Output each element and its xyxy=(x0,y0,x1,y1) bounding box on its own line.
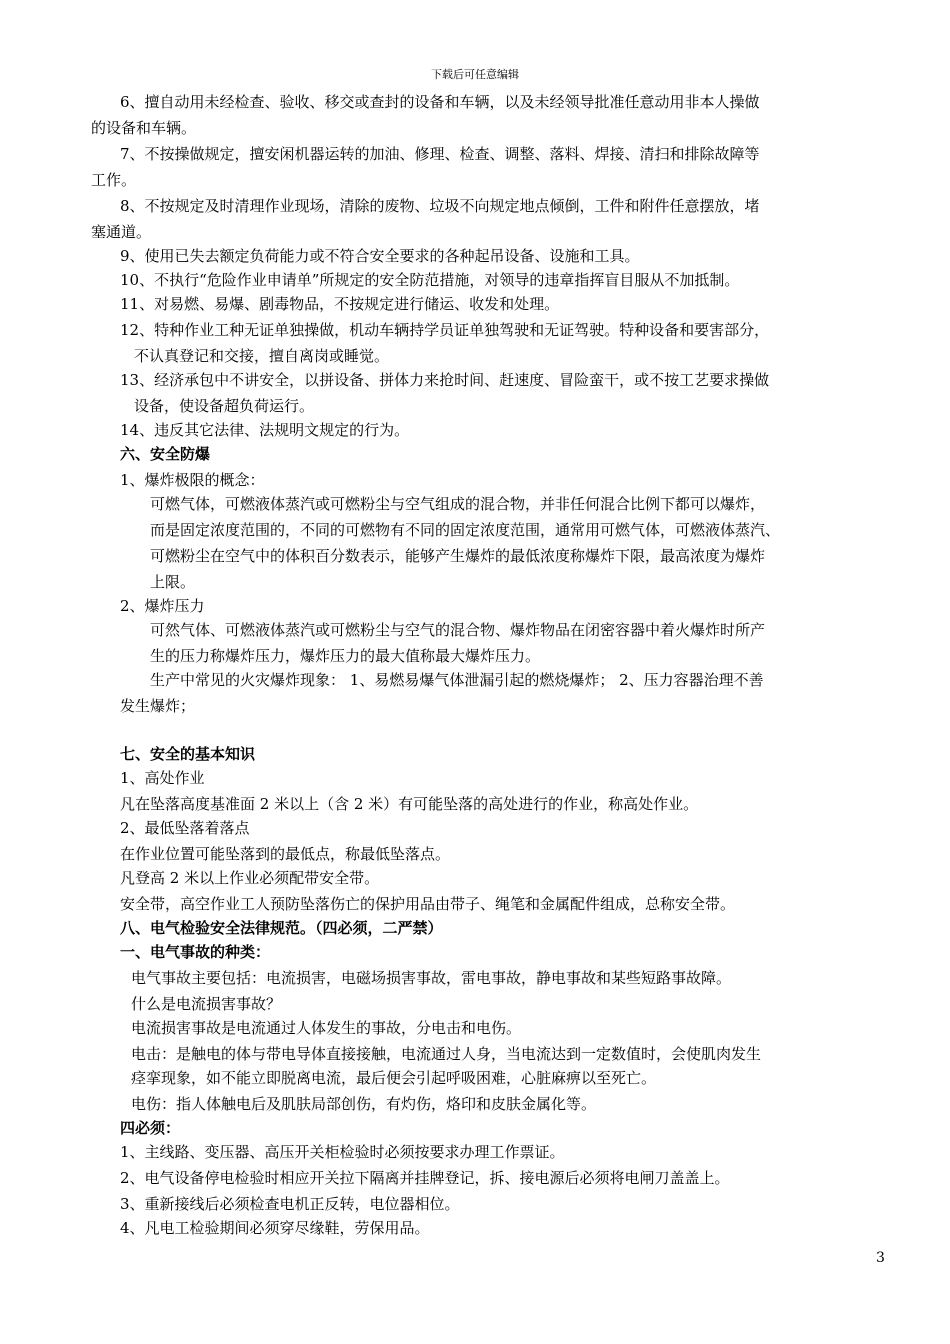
text-line: 可然气体、可燃液体蒸汽或可燃粉尘与空气的混合物、爆炸物品在闭密容器中着火爆炸时所产 xyxy=(150,621,766,639)
text-line: 1、爆炸极限的概念： xyxy=(120,471,265,489)
text-line: 6、擅自动用未经检查、验收、移交或查封的设备和车辆，以及未经领导批准任意动用非本人操做 xyxy=(120,93,760,111)
text-line: 2、最低坠落着落点 xyxy=(120,819,250,837)
page-number: 3 xyxy=(876,1250,885,1266)
text-line: 13、经济承包中不讲安全，以拼设备、拼体力来抢时间、赶速度、冒险蛮干，或不按工艺要求操做 xyxy=(120,371,770,389)
text-line: 9、使用已失去额定负荷能力或不符合安全要求的各种起吊设备、设施和工具。 xyxy=(120,247,640,265)
text-line: 12、特种作业工种无证单独操做，机动车辆持学员证单独驾驶和无证驾驶。特种设备和要害部分， xyxy=(120,321,770,339)
section-heading: 七、安全的基本知识 xyxy=(120,745,256,763)
text-line: 3、重新接线后必须检查电机正反转，电位器相位。 xyxy=(120,1195,460,1213)
text-line: 痉挛现象，如不能立即脱离电流，最后便会引起呼吸困难，心脏麻痹以至死亡。 xyxy=(131,1069,657,1087)
text-line: 发生爆炸； xyxy=(120,697,196,715)
text-line: 14、违反其它法律、法规明文规定的行为。 xyxy=(120,421,410,439)
text-line: 电伤：指人体触电后及肌肤局部创伤，有灼伤，烙印和皮肤金属化等。 xyxy=(131,1095,597,1113)
text-line: 什么是电流损害事故？ xyxy=(131,995,282,1013)
text-line: 1、主线路、变压器、高压开关柜检验时必须按要求办理工作票证。 xyxy=(120,1143,565,1161)
text-line: 1、高处作业 xyxy=(120,769,205,787)
text-line: 4、凡电工检验期间必须穿尽缘鞋，劳保用品。 xyxy=(120,1219,430,1237)
text-line: 工作。 xyxy=(91,171,137,189)
text-line: 8、不按规定及时清理作业现场，清除的废物、垃圾不向规定地点倾倒，工件和附件任意摆放，堵 xyxy=(120,197,760,215)
text-line: 凡在坠落高度基准面 2 米以上（含 2 米）有可能坠落的高处进行的作业，称高处作业。 xyxy=(120,795,699,813)
text-line: 生的压力称爆炸压力，爆炸压力的最大值称最大爆炸压力。 xyxy=(150,647,541,665)
text-line: 2、爆炸压力 xyxy=(120,597,205,615)
text-line: 可燃气体，可燃液体蒸汽或可燃粉尘与空气组成的混合物，并非任何混合比例下都可以爆炸， xyxy=(150,495,766,513)
text-line: 生产中常见的火灾爆炸现象： 1、易燃易爆气体泄漏引起的燃烧爆炸； 2、压力容器治理不善 xyxy=(150,671,764,689)
section-subheading: 四必须： xyxy=(120,1119,181,1137)
text-line: 不认真登记和交接，擅自离岗或睡觉。 xyxy=(134,347,390,365)
text-line: 2、电气设备停电检验时相应开关拉下隔离并挂牌登记，拆、接电源后必须将电闸刀盖盖上。 xyxy=(120,1169,730,1187)
text-line: 电流损害事故是电流通过人体发生的事故，分电击和电伤。 xyxy=(131,1019,522,1037)
section-heading: 六、安全防爆 xyxy=(120,445,211,463)
text-line: 塞通道。 xyxy=(91,223,152,241)
text-line: 的设备和车辆。 xyxy=(91,119,197,137)
text-line: 11、对易燃、易爆、剧毒物品，不按规定进行储运、收发和处理。 xyxy=(120,295,560,313)
text-line: 可燃粉尘在空气中的体积百分数表示，能够产生爆炸的最低浓度称爆炸下限，最高浓度为爆炸 xyxy=(150,547,766,565)
text-line: 设备，使设备超负荷运行。 xyxy=(134,397,315,415)
text-line: 10、不执行“危险作业申请单”所规定的安全防范措施，对领导的违章指挥盲目服从不加抵制。 xyxy=(120,271,740,289)
text-line: 电击：是触电的体与带电导体直接接触，电流通过人身，当电流达到一定数值时，会使肌肉发生 xyxy=(131,1045,762,1063)
text-line: 电气事故主要包括：电流损害，电磁场损害事故，雷电事故，静电事故和某些短路事故障。 xyxy=(131,969,732,987)
text-line: 安全带，高空作业工人预防坠落伤亡的保护用品由带子、绳笔和金属配件组成，总称安全带。 xyxy=(120,895,736,913)
page-header: 下载后可任意编辑 xyxy=(431,68,519,81)
text-line: 在作业位置可能坠落到的最低点，称最低坠落点。 xyxy=(120,845,451,863)
text-line: 凡登高 2 米以上作业必须配带安全带。 xyxy=(120,869,380,887)
text-line: 上限。 xyxy=(150,573,196,591)
section-heading: 八、电气检验安全法律规范。（四必须，二严禁） xyxy=(120,919,443,937)
text-line: 而是固定浓度范围的，不同的可燃物有不同的固定浓度范围，通常用可燃气体，可燃液体蒸汽、 xyxy=(150,521,781,539)
section-subheading: 一、电气事故的种类： xyxy=(120,943,271,961)
text-line: 7、不按操做规定，擅安闲机器运转的加油、修理、检查、调整、落料、焊接、清扫和排除故障等 xyxy=(120,145,760,163)
